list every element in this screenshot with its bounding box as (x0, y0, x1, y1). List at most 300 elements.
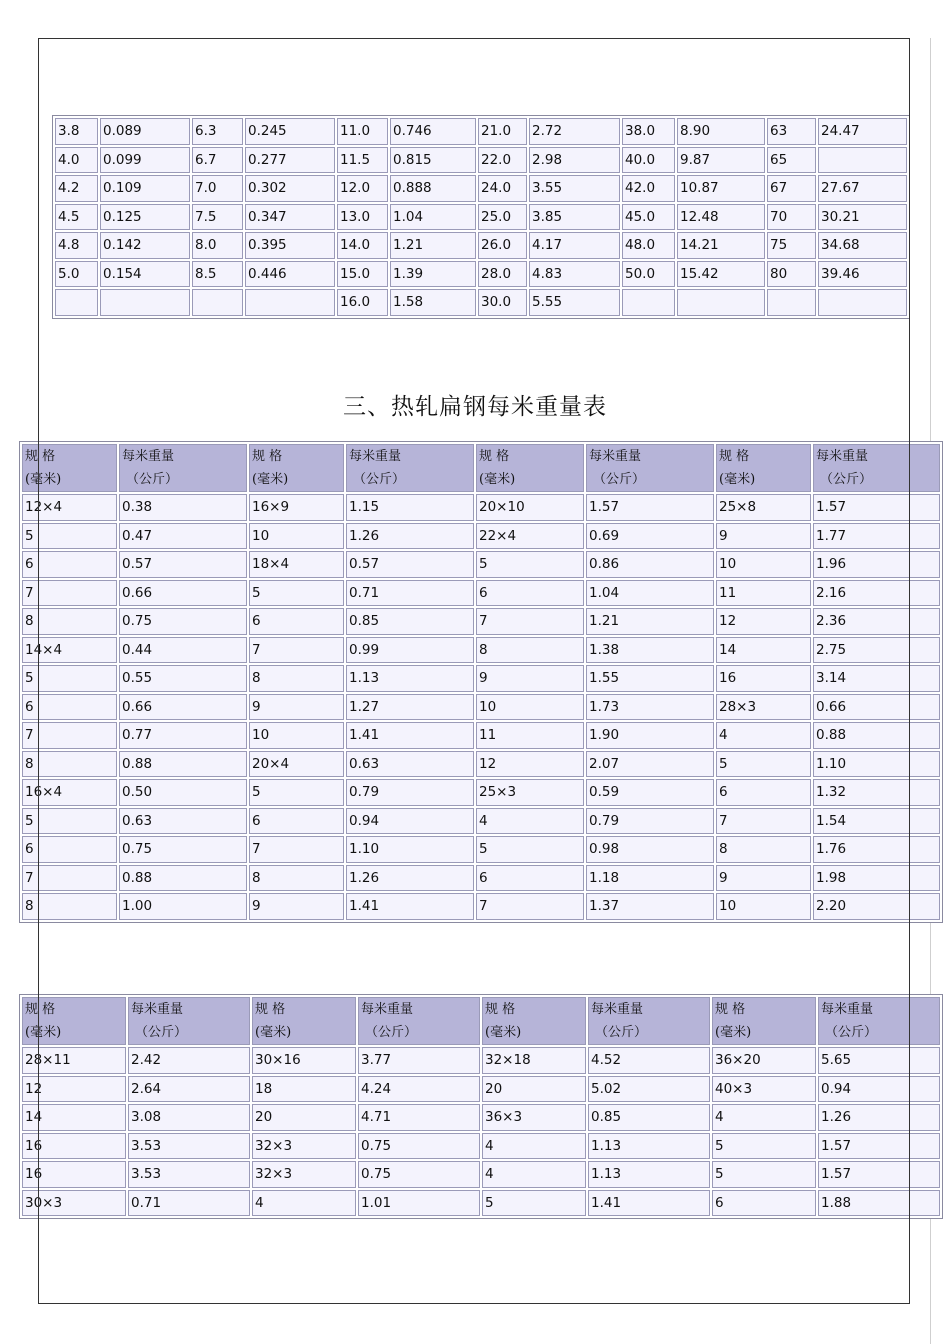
table-cell: 14.0 (337, 232, 388, 259)
table-cell: 11 (716, 580, 811, 607)
table-cell: 4 (482, 1161, 586, 1188)
table-cell: 28×3 (716, 694, 811, 721)
header-text: (毫米) (715, 1025, 752, 1040)
table-cell: 1.54 (813, 808, 940, 835)
table-cell: 6.7 (192, 147, 243, 174)
header-text: （公斤） (825, 1025, 878, 1040)
table-cell: 2.07 (586, 751, 714, 778)
header-spec (22, 997, 126, 1045)
table-cell: 7 (249, 637, 344, 664)
table-cell: 3.85 (529, 204, 620, 231)
table-row (22, 1047, 940, 1074)
table-cell: 0.88 (119, 865, 247, 892)
table-cell: 25.0 (478, 204, 527, 231)
table-cell: 10 (476, 694, 584, 721)
header-text: (毫米) (25, 472, 62, 487)
table-cell (767, 289, 816, 316)
table-cell: 1.57 (586, 494, 714, 521)
table-cell (245, 289, 335, 316)
table-cell: 7 (476, 608, 584, 635)
table-cell: 8 (249, 865, 344, 892)
table-cell: 7 (22, 580, 117, 607)
header-weight (818, 997, 940, 1045)
table-cell: 26.0 (478, 232, 527, 259)
table-cell: 4 (476, 808, 584, 835)
table-cell: 0.55 (119, 665, 247, 692)
table-cell: 5 (716, 751, 811, 778)
table-cell: 1.18 (586, 865, 714, 892)
table-cell: 0.277 (245, 147, 335, 174)
table-cell: 9 (716, 523, 811, 550)
table-cell: 0.85 (588, 1104, 710, 1131)
table-row (22, 665, 940, 692)
table-row (55, 261, 907, 288)
table-cell: 8 (476, 637, 584, 664)
table-row (22, 1076, 940, 1103)
table-cell: 1.21 (390, 232, 476, 259)
header-weight (128, 997, 250, 1045)
flat-steel-weight-table-2 (19, 994, 943, 1219)
round-steel-weight-table (52, 115, 910, 319)
table-cell: 0.99 (346, 637, 474, 664)
table-cell: 0.154 (100, 261, 190, 288)
table-cell: 34.68 (818, 232, 907, 259)
table-cell: 42.0 (622, 175, 675, 202)
table-cell (818, 289, 907, 316)
table-row (22, 1104, 940, 1131)
table-cell: 0.66 (813, 694, 940, 721)
table-cell: 25×8 (716, 494, 811, 521)
table-row (55, 204, 907, 231)
header-text: 规 格 (719, 449, 750, 464)
table-cell: 36×3 (482, 1104, 586, 1131)
table-row (22, 1190, 940, 1217)
header-weight (588, 997, 710, 1045)
table-cell: 50.0 (622, 261, 675, 288)
table-cell: 2.36 (813, 608, 940, 635)
table-cell: 10 (249, 523, 344, 550)
table2-body (22, 444, 940, 920)
table-cell: 4.83 (529, 261, 620, 288)
table-cell: 30.21 (818, 204, 907, 231)
table-cell: 7 (249, 836, 344, 863)
table-cell: 36×20 (712, 1047, 816, 1074)
table-cell: 1.41 (588, 1190, 710, 1217)
header-spec (712, 997, 816, 1045)
table-cell: 20 (482, 1076, 586, 1103)
table-cell: 8.90 (677, 118, 765, 145)
table-cell: 7 (476, 893, 584, 920)
table3-body (22, 997, 940, 1216)
table-cell: 0.69 (586, 523, 714, 550)
table-cell: 9 (476, 665, 584, 692)
table-cell: 0.089 (100, 118, 190, 145)
table-row (22, 494, 940, 521)
table-cell: 16 (22, 1133, 126, 1160)
table-cell: 1.26 (346, 523, 474, 550)
header-text: （公斤） (593, 472, 646, 487)
header-spec (476, 444, 584, 492)
table-cell: 1.32 (813, 779, 940, 806)
table-cell: 32×3 (252, 1133, 356, 1160)
table-cell: 30.0 (478, 289, 527, 316)
table-cell: 11 (476, 722, 584, 749)
table-cell: 7.5 (192, 204, 243, 231)
table-row (22, 1161, 940, 1188)
table-cell: 27.67 (818, 175, 907, 202)
header-spec (252, 997, 356, 1045)
table-cell: 16 (22, 1161, 126, 1188)
table-row (22, 637, 940, 664)
table-cell: 6 (476, 865, 584, 892)
table-cell: 18 (252, 1076, 356, 1103)
table-cell: 75 (767, 232, 816, 259)
table-row (55, 118, 907, 145)
table-cell: 1.13 (346, 665, 474, 692)
table-cell: 0.75 (119, 836, 247, 863)
header-text: (毫米) (255, 1025, 292, 1040)
table-cell: 3.14 (813, 665, 940, 692)
table-cell: 14×4 (22, 637, 117, 664)
table-cell: 1.39 (390, 261, 476, 288)
table-cell: 4.17 (529, 232, 620, 259)
table-cell: 40×3 (712, 1076, 816, 1103)
header-spec (716, 444, 811, 492)
table-cell: 1.41 (346, 722, 474, 749)
table-cell: 5 (22, 808, 117, 835)
table-cell: 80 (767, 261, 816, 288)
table-cell: 12 (22, 1076, 126, 1103)
table-cell: 2.16 (813, 580, 940, 607)
table-cell: 1.10 (813, 751, 940, 778)
table-cell: 2.75 (813, 637, 940, 664)
table-row (22, 551, 940, 578)
header-text: (毫米) (719, 472, 756, 487)
table-cell (622, 289, 675, 316)
header-text: 每米重量 (122, 449, 175, 464)
table-cell: 0.302 (245, 175, 335, 202)
table-cell: 0.57 (119, 551, 247, 578)
table-cell: 1.57 (818, 1161, 940, 1188)
table-cell: 65 (767, 147, 816, 174)
header-text: 规 格 (479, 449, 510, 464)
table-cell: 0.50 (119, 779, 247, 806)
table-cell: 1.21 (586, 608, 714, 635)
table-cell: 13.0 (337, 204, 388, 231)
table-cell: 7.0 (192, 175, 243, 202)
table-cell: 1.76 (813, 836, 940, 863)
table-cell: 1.15 (346, 494, 474, 521)
table-cell: 2.98 (529, 147, 620, 174)
table-cell: 0.446 (245, 261, 335, 288)
table-cell: 11.5 (337, 147, 388, 174)
table-cell: 1.04 (390, 204, 476, 231)
header-text: 每米重量 (591, 1002, 644, 1017)
table-cell: 0.59 (586, 779, 714, 806)
header-text: （公斤） (126, 472, 179, 487)
table-cell (677, 289, 765, 316)
table-cell: 0.94 (818, 1076, 940, 1103)
table-cell: 14 (716, 637, 811, 664)
table-row (22, 722, 940, 749)
header-text: 规 格 (25, 1002, 56, 1017)
table-row (22, 779, 940, 806)
table-cell: 12 (716, 608, 811, 635)
table-cell: 12.0 (337, 175, 388, 202)
table-cell: 3.77 (358, 1047, 480, 1074)
table-cell: 6 (712, 1190, 816, 1217)
table-cell: 5 (22, 665, 117, 692)
table-cell: 16 (716, 665, 811, 692)
table-cell: 67 (767, 175, 816, 202)
table-cell: 0.79 (586, 808, 714, 835)
table-row (55, 232, 907, 259)
table-cell: 8 (249, 665, 344, 692)
table-cell: 5 (22, 523, 117, 550)
table-cell: 1.55 (586, 665, 714, 692)
table-cell: 70 (767, 204, 816, 231)
table-cell: 6 (22, 551, 117, 578)
header-text: （公斤） (820, 472, 873, 487)
table-cell: 6 (249, 808, 344, 835)
table-row (55, 175, 907, 202)
table-cell: 7 (22, 722, 117, 749)
table-cell: 0.88 (813, 722, 940, 749)
table-row (55, 289, 907, 316)
table-cell: 38.0 (622, 118, 675, 145)
table-cell: 6 (22, 694, 117, 721)
table-cell: 0.98 (586, 836, 714, 863)
table-cell: 1.27 (346, 694, 474, 721)
table-cell: 39.46 (818, 261, 907, 288)
table-cell: 1.98 (813, 865, 940, 892)
table-cell: 1.88 (818, 1190, 940, 1217)
header-text: 每米重量 (131, 1002, 184, 1017)
table-cell: 4.52 (588, 1047, 710, 1074)
table1-body (55, 118, 907, 316)
table-cell: 12×4 (22, 494, 117, 521)
table-cell: 28×11 (22, 1047, 126, 1074)
table-cell: 0.125 (100, 204, 190, 231)
table-cell: 0.63 (346, 751, 474, 778)
table-cell: 4.8 (55, 232, 98, 259)
table-cell: 0.71 (128, 1190, 250, 1217)
table-cell: 5.0 (55, 261, 98, 288)
table-cell: 4.24 (358, 1076, 480, 1103)
table-cell: 0.71 (346, 580, 474, 607)
table-row (22, 808, 940, 835)
table-cell: 48.0 (622, 232, 675, 259)
table-cell: 0.66 (119, 580, 247, 607)
table-cell: 18×4 (249, 551, 344, 578)
header-text: （公斤） (353, 472, 406, 487)
table-cell: 0.79 (346, 779, 474, 806)
table-cell (55, 289, 98, 316)
table-cell: 0.395 (245, 232, 335, 259)
table-cell: 1.41 (346, 893, 474, 920)
table-cell: 3.53 (128, 1161, 250, 1188)
table-cell: 4 (482, 1133, 586, 1160)
table-cell: 0.75 (358, 1161, 480, 1188)
table-row (22, 608, 940, 635)
table-cell: 20×10 (476, 494, 584, 521)
table-cell: 5 (712, 1161, 816, 1188)
table-cell: 11.0 (337, 118, 388, 145)
table-cell: 1.37 (586, 893, 714, 920)
table-cell: 20×4 (249, 751, 344, 778)
table-cell: 2.42 (128, 1047, 250, 1074)
table-cell: 12 (476, 751, 584, 778)
table-cell: 10 (249, 722, 344, 749)
table-cell: 5.02 (588, 1076, 710, 1103)
header-text: 每米重量 (349, 449, 402, 464)
table-cell: 0.57 (346, 551, 474, 578)
table-cell: 6.3 (192, 118, 243, 145)
table-cell: 9 (249, 694, 344, 721)
table-cell: 25×3 (476, 779, 584, 806)
table-cell: 32×3 (252, 1161, 356, 1188)
table-cell: 14 (22, 1104, 126, 1131)
table-cell: 0.888 (390, 175, 476, 202)
table-cell: 4.71 (358, 1104, 480, 1131)
table-cell: 0.63 (119, 808, 247, 835)
header-weight (813, 444, 940, 492)
table-cell: 1.13 (588, 1133, 710, 1160)
table-cell: 5.65 (818, 1047, 940, 1074)
header-text: (毫米) (252, 472, 289, 487)
table-cell: 0.86 (586, 551, 714, 578)
table-cell: 7 (22, 865, 117, 892)
table-cell: 4.5 (55, 204, 98, 231)
table-cell: 8 (22, 751, 117, 778)
table-cell (818, 147, 907, 174)
table-cell: 0.746 (390, 118, 476, 145)
table-cell: 32×18 (482, 1047, 586, 1074)
table-cell: 5 (476, 551, 584, 578)
table-cell: 1.26 (818, 1104, 940, 1131)
header-text: (毫米) (485, 1025, 522, 1040)
table-cell: 0.75 (358, 1133, 480, 1160)
table-cell: 1.26 (346, 865, 474, 892)
table-cell: 22.0 (478, 147, 527, 174)
table-cell: 2.72 (529, 118, 620, 145)
table-cell: 0.94 (346, 808, 474, 835)
table-cell (100, 289, 190, 316)
header-weight (119, 444, 247, 492)
table-cell: 3.53 (128, 1133, 250, 1160)
table-cell: 45.0 (622, 204, 675, 231)
table-cell: 5 (712, 1133, 816, 1160)
header-weight (586, 444, 714, 492)
table-cell: 16.0 (337, 289, 388, 316)
table-cell: 0.75 (119, 608, 247, 635)
table-cell (192, 289, 243, 316)
table-cell: 16×9 (249, 494, 344, 521)
table-cell: 9 (716, 865, 811, 892)
table-cell: 16×4 (22, 779, 117, 806)
table-cell: 6 (22, 836, 117, 863)
table-cell: 5 (249, 779, 344, 806)
table-cell: 3.8 (55, 118, 98, 145)
table-cell: 3.08 (128, 1104, 250, 1131)
table-cell: 1.96 (813, 551, 940, 578)
table-cell: 0.347 (245, 204, 335, 231)
table-cell: 1.04 (586, 580, 714, 607)
table-header-row (22, 997, 940, 1045)
header-text: 规 格 (25, 449, 56, 464)
table-cell: 0.815 (390, 147, 476, 174)
table-cell: 24.0 (478, 175, 527, 202)
table-cell: 4 (712, 1104, 816, 1131)
table-cell: 0.88 (119, 751, 247, 778)
table-cell: 0.66 (119, 694, 247, 721)
table-cell: 1.00 (119, 893, 247, 920)
table-cell: 0.77 (119, 722, 247, 749)
table-cell: 14.21 (677, 232, 765, 259)
header-text: （公斤） (365, 1025, 418, 1040)
table-cell: 30×16 (252, 1047, 356, 1074)
table-cell: 22×4 (476, 523, 584, 550)
table-row (22, 694, 940, 721)
table-cell: 0.85 (346, 608, 474, 635)
table-cell: 7 (716, 808, 811, 835)
table-header-row (22, 444, 940, 492)
table-cell: 9.87 (677, 147, 765, 174)
table-cell: 8 (22, 608, 117, 635)
header-text: （公斤） (595, 1025, 648, 1040)
table-row (22, 865, 940, 892)
table-cell: 8 (716, 836, 811, 863)
table-cell: 8 (22, 893, 117, 920)
header-text: 每米重量 (361, 1002, 414, 1017)
table-cell: 6 (476, 580, 584, 607)
table-cell: 10.87 (677, 175, 765, 202)
table-cell: 9 (249, 893, 344, 920)
table-cell: 6 (249, 608, 344, 635)
header-text: 规 格 (485, 1002, 516, 1017)
header-text: (毫米) (479, 472, 516, 487)
table-cell: 1.73 (586, 694, 714, 721)
table-cell: 28.0 (478, 261, 527, 288)
table-cell: 2.64 (128, 1076, 250, 1103)
table-cell: 5 (249, 580, 344, 607)
table-cell: 1.38 (586, 637, 714, 664)
table-cell: 8.5 (192, 261, 243, 288)
header-text: 规 格 (252, 449, 283, 464)
table-cell: 5 (476, 836, 584, 863)
table-cell: 21.0 (478, 118, 527, 145)
table-cell: 20 (252, 1104, 356, 1131)
table-cell: 1.01 (358, 1190, 480, 1217)
table-cell: 30×3 (22, 1190, 126, 1217)
table-cell: 5 (482, 1190, 586, 1217)
table-cell: 4 (716, 722, 811, 749)
table-cell: 6 (716, 779, 811, 806)
flat-steel-weight-table-1 (19, 441, 943, 923)
header-weight (346, 444, 474, 492)
table-cell: 4.0 (55, 147, 98, 174)
table-row (22, 836, 940, 863)
section-title: 三、热轧扁钢每米重量表 (343, 394, 607, 420)
table-cell: 2.20 (813, 893, 940, 920)
table-cell: 12.48 (677, 204, 765, 231)
header-text: 每米重量 (816, 449, 869, 464)
table-row (22, 1133, 940, 1160)
table-cell: 0.47 (119, 523, 247, 550)
table-row (22, 523, 940, 550)
table-row (22, 893, 940, 920)
table-cell: 1.77 (813, 523, 940, 550)
